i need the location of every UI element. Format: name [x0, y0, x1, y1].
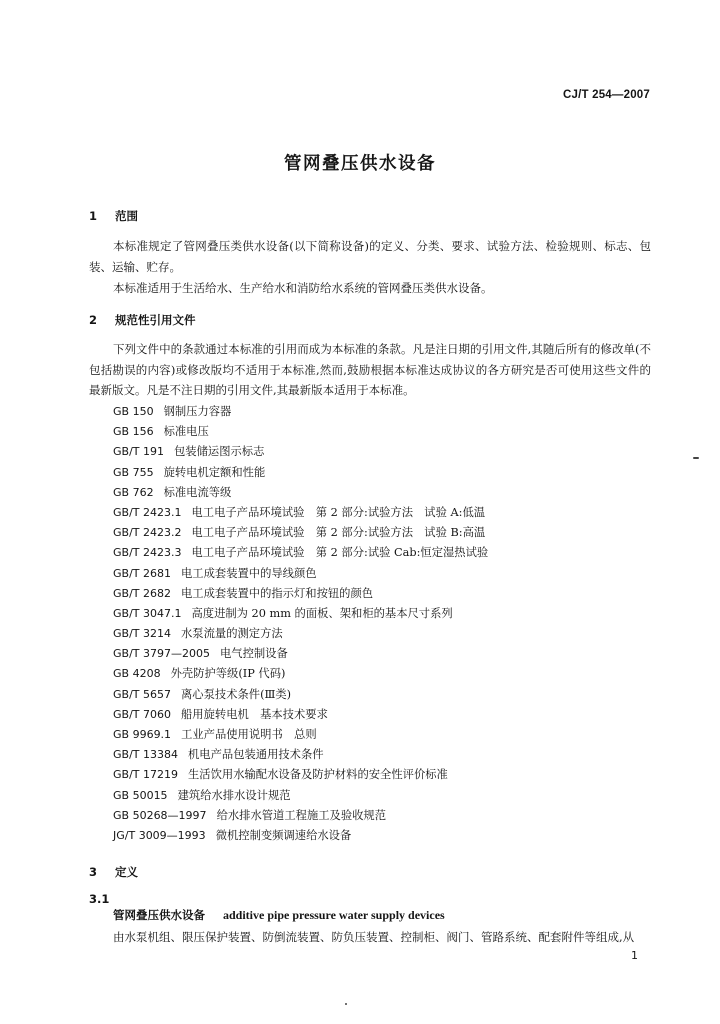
- reference-title: 电工电子产品环境试验 第 2 部分:试验 Cab:恒定湿热试验: [191, 546, 489, 560]
- reference-item: [113, 422, 488, 442]
- section-2-heading: [89, 312, 196, 328]
- reference-title: 电工成套装置中的指示灯和按钮的颜色: [181, 586, 374, 600]
- term-definition: 由水泵机组、限压保护装置、防倒流装置、防负压装置、控制柜、阀门、管路系统、配套附件等组成,从: [113, 930, 635, 944]
- reference-title: 包装储运图示标志: [174, 445, 265, 459]
- reference-title: 工业产品使用说明书 总则: [181, 728, 317, 741]
- reference-code: GB/T 2423.3: [113, 546, 182, 560]
- section-3-heading: [89, 864, 138, 880]
- section-2-intro: 下列文件中的条款通过本标准的引用而成为本标准的条款。凡是注日期的引用文件,其随后所有的修改单(不包括勘误的内容)或修改版均不适用于本标准,然而,鼓励根据本标准达成协议的各方研究是否可使用这些文件的最新版文。凡是不注日期的引用文件,其最新版本适用于本标准。: [89, 342, 651, 397]
- reference-code: GB 4208: [113, 667, 161, 681]
- reference-code: GB/T 3214: [113, 627, 171, 641]
- section-number: 2: [89, 313, 98, 327]
- scan-speck: [693, 457, 699, 459]
- reference-item: [113, 442, 488, 462]
- reference-code: GB 150: [113, 405, 154, 418]
- reference-title: 机电产品包装通用技术条件: [188, 748, 324, 762]
- reference-code: GB 762: [113, 485, 154, 499]
- reference-code: GB/T 191: [113, 445, 164, 459]
- section-1-paragraph-2: 本标准适用于生活给水、生产给水和消防给水系统的管网叠压类供水设备。: [113, 281, 493, 295]
- reference-item: [113, 564, 488, 584]
- reference-code: GB/T 2682: [113, 586, 171, 600]
- page-number: 1: [631, 949, 638, 962]
- reference-code: GB 9969.1: [113, 728, 172, 741]
- reference-title: 船用旋转电机 基本技术要求: [181, 707, 328, 721]
- scan-speck: [345, 1003, 347, 1005]
- reference-item: [113, 543, 488, 563]
- reference-code: GB/T 7060: [113, 707, 171, 721]
- section-title: 范围: [115, 209, 138, 223]
- section-1-paragraph-1: 本标准规定了管网叠压类供水设备(以下简称设备)的定义、分类、要求、试验方法、检验规则、标志、包装、运输、贮存。: [89, 239, 651, 274]
- reference-item: [113, 826, 488, 846]
- reference-title: 标准电流等级: [163, 485, 232, 499]
- reference-title: 水泵流量的测定方法: [181, 627, 283, 641]
- reference-code: GB 156: [113, 425, 154, 439]
- reference-item: [113, 604, 488, 624]
- reference-title: 高度进制为 20 mm 的面板、架和柜的基本尺寸系列: [191, 606, 453, 620]
- reference-title: 外壳防护等级(IP 代码): [170, 667, 286, 681]
- reference-item: [113, 786, 488, 806]
- reference-item: [113, 523, 488, 543]
- subsection-number: 3.1: [89, 892, 110, 906]
- reference-code: GB/T 3797—2005: [113, 647, 210, 661]
- reference-code: GB/T 2423.1: [113, 505, 182, 519]
- reference-title: 给水排水管道工程施工及验收规范: [216, 808, 387, 822]
- reference-title: 电气控制设备: [219, 647, 288, 661]
- reference-item: [113, 806, 488, 826]
- term-chinese: 管网叠压供水设备: [113, 908, 205, 922]
- section-1-heading: [89, 208, 138, 224]
- reference-code: GB 50015: [113, 788, 168, 802]
- reference-item: [113, 624, 488, 644]
- reference-title: 微机控制变频调速给水设备: [215, 828, 352, 842]
- reference-code: GB/T 13384: [113, 748, 178, 762]
- standard-code: CJ/T 254—2007: [563, 89, 650, 101]
- reference-title: 建筑给水排水设计规范: [177, 788, 291, 802]
- reference-item: [113, 725, 488, 745]
- reference-item: [113, 644, 488, 664]
- reference-list: [113, 402, 488, 846]
- reference-item: [113, 483, 488, 503]
- reference-item: [113, 463, 488, 483]
- reference-code: GB/T 5657: [113, 687, 171, 701]
- reference-item: [113, 584, 488, 604]
- section-number: 1: [89, 209, 98, 223]
- section-title: 规范性引用文件: [115, 313, 196, 327]
- reference-title: 钢制压力容器: [163, 405, 232, 418]
- term-entry: [113, 907, 445, 923]
- reference-code: GB/T 17219: [113, 768, 178, 782]
- reference-title: 旋转电机定额和性能: [163, 465, 266, 479]
- reference-item: [113, 402, 488, 422]
- reference-code: GB/T 2423.2: [113, 526, 182, 540]
- reference-code: GB 50268—1997: [113, 808, 207, 822]
- section-number: 3: [89, 865, 98, 879]
- document-title: 管网叠压供水设备: [284, 154, 436, 174]
- reference-item: [113, 705, 488, 725]
- reference-title: 标准电压: [163, 425, 209, 439]
- reference-code: GB/T 2681: [113, 566, 171, 580]
- reference-title: 电工成套装置中的导线颜色: [181, 566, 317, 580]
- term-english: additive pipe pressure water supply devices: [223, 908, 445, 922]
- reference-item: [113, 685, 488, 705]
- section-title: 定义: [115, 865, 138, 879]
- reference-item: [113, 745, 488, 765]
- reference-code: GB/T 3047.1: [113, 606, 182, 620]
- reference-code: JG/T 3009—1993: [113, 828, 206, 842]
- reference-item: [113, 765, 488, 785]
- reference-item: [113, 503, 488, 523]
- reference-title: 离心泵技术条件(Ⅲ类): [181, 687, 292, 701]
- reference-title: 电工电子产品环境试验 第 2 部分:试验方法 试验 B:高温: [191, 526, 486, 540]
- reference-title: 生活饮用水输配水设备及防护材料的安全性评价标准: [188, 768, 448, 782]
- reference-code: GB 755: [113, 465, 154, 479]
- reference-title: 电工电子产品环境试验 第 2 部分:试验方法 试验 A:低温: [191, 505, 486, 519]
- reference-item: [113, 664, 488, 684]
